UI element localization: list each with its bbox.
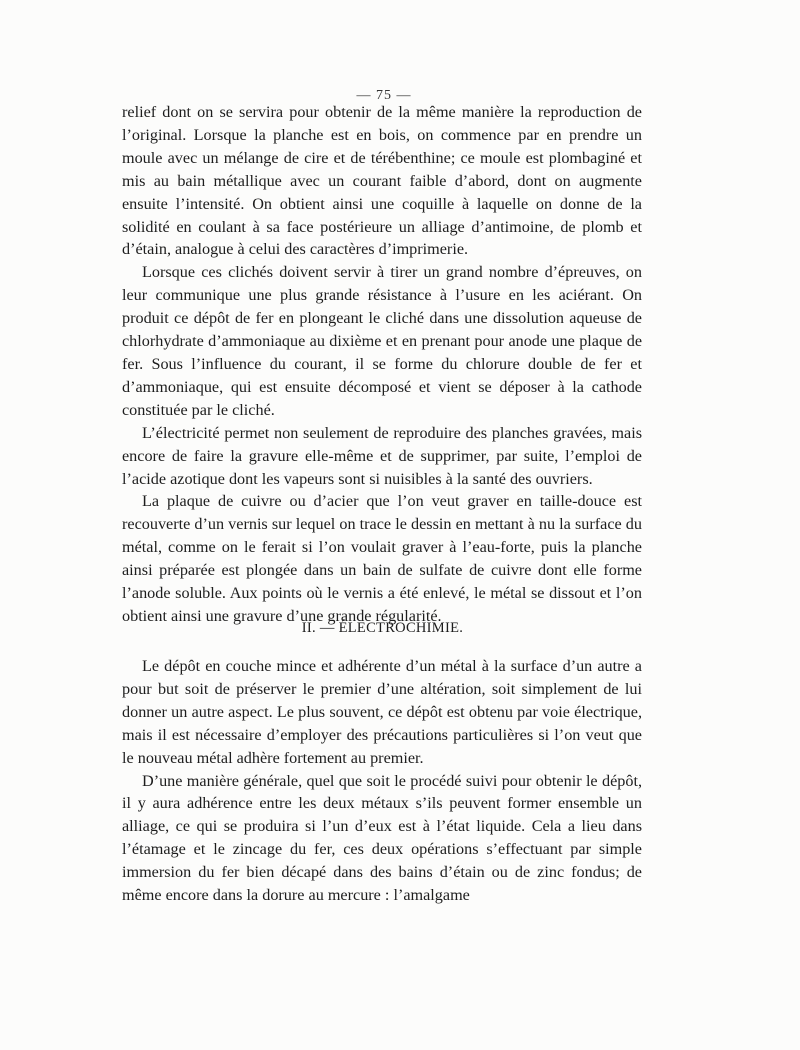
paragraph: D’une manière générale, quel que soit le procédé suivi pour obtenir le dépôt, il y aura adhérence entre les deux métaux s’ils peuvent former ensemble un alliage, ce qui se produira si l’un d’eux est à l’état liquide. Cela a lieu dans l’étamage et le zincage du fer, ces deux opérations s’effectuant par simple immersion du fer bien décapé dans des bains d’étain ou de zinc fondus; de même encore dans la dorure au mercure : l’amalgame <box>122 771 642 905</box>
paragraph: Le dépôt en couche mince et adhérente d’un métal à la surface d’un autre a pour but soit de préserver le premier d’une altération, soit simplement de lui donner un autre aspect. Le plus souvent, ce dépôt est obtenu par voie électrique, mais il est nécessaire d’employer des précautions particulières si l’on veut que le nouveau métal adhère fortement au premier. <box>122 657 642 767</box>
paragraph: L’électricité permet non seulement de reproduire des planches gravées, mais encore de faire la gravure elle-même et de supprimer, par suite, l’emploi de l’acide azotique dont les vapeurs sont si nuisibles à la santé des ouvriers. <box>122 423 642 488</box>
paragraph: Lorsque ces clichés doivent servir à tirer un grand nombre d’épreuves, on leur communique une plus grande résistance à l’usure en les aciérant. On produit ce dépôt de fer en plongeant le cliché dans une dissolution aqueuse de chlorhydrate d’ammoniaque au dixième et en prenant pour anode une plaque de fer. Sous l’influence du courant, il se forme du chlorure double de fer et d’ammoniaque, qui est ensuite décomposé et vient se déposer à la cathode constituée par le cliché. <box>122 263 642 419</box>
text-block-electrotype <box>122 101 642 628</box>
text-block-electrochemistry <box>122 655 642 907</box>
page-number: — 75 — <box>356 88 412 103</box>
section-heading: II. — ÉLECTROCHIMIE. <box>301 620 464 636</box>
paragraph: relief dont on se servira pour obtenir de la même manière la reproduction de l’original. Lorsque la planche est en bois, on commence par en prendre un moule avec un mélange de cire et de térébenthine; ce moule est plombaginé et mis au bain métallique avec un courant faible d’abord, dont on augmente ensuite l’intensité. On obtient ainsi une coquille à laquelle on donne de la solidité en coulant à sa face postérieure un alliage d’antimoine, de plomb et d’étain, analogue à celui des caractères d’imprimerie. <box>122 103 642 259</box>
paragraph: La plaque de cuivre ou d’acier que l’on veut graver en taille-douce est recouverte d’un vernis sur lequel on trace le dessin en mettant à nu la surface du métal, comme on le ferait si l’on voulait graver à l’eau-forte, puis la planche ainsi préparée est plongée dans un bain de sulfate de cuivre dont elle forme l’anode soluble. Aux points où le vernis a été enlevé, le métal se dissout et l’on obtient ainsi une gravure d’une grande régularité. <box>122 492 642 625</box>
